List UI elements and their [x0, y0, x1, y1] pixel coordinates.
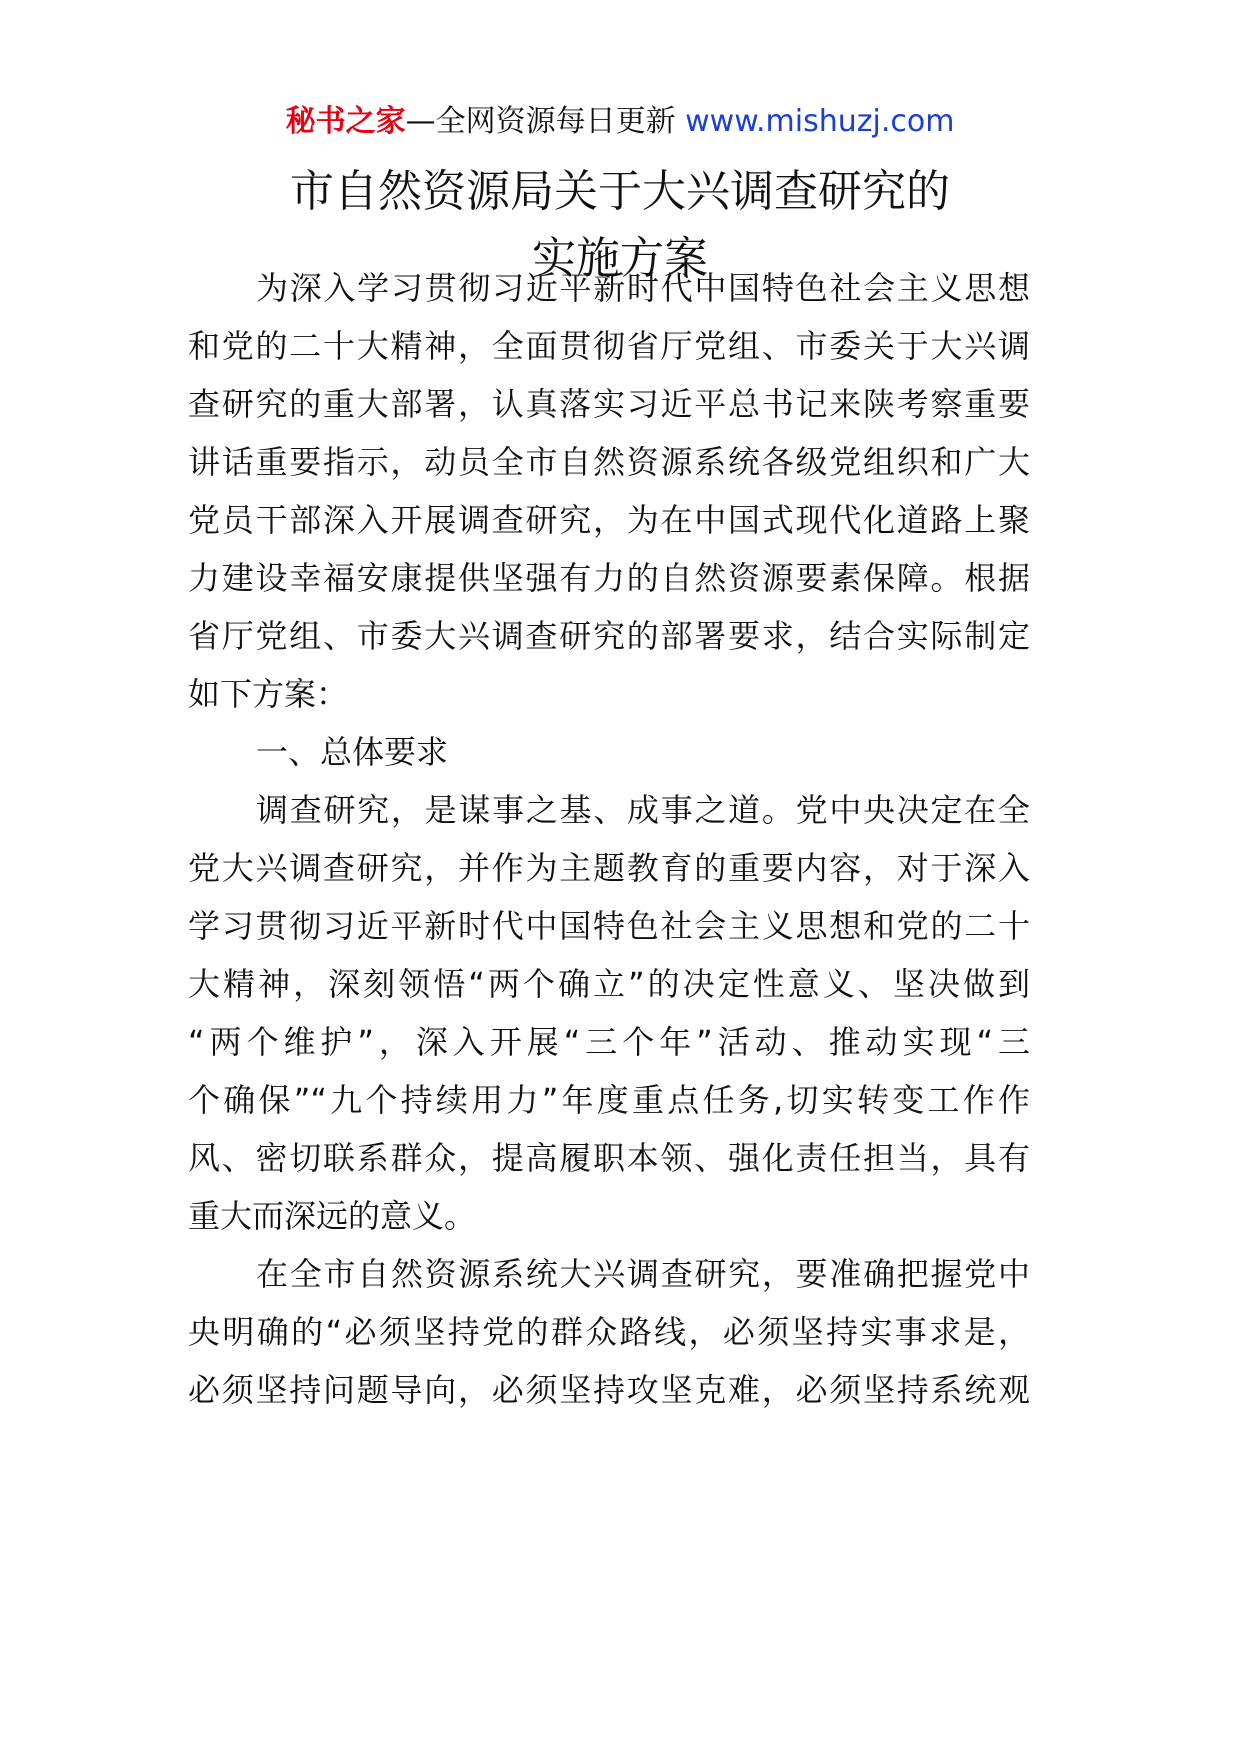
body-line: “两个维护”，深入开展“三个年”活动、推动实现“三 — [188, 1023, 1030, 1061]
body-line: 调查研究，是谋事之基、成事之道。党中央决定在全 — [256, 791, 1030, 829]
section-heading: 一、总体要求 — [256, 733, 449, 771]
body-line: 省厅党组、市委大兴调查研究的部署要求，结合实际制定 — [188, 617, 1030, 655]
document-title-line-2: 实施方案 — [532, 233, 708, 284]
body-line: 个确保”“九个持续用力”年度重点任务,切实转变工作作 — [188, 1081, 1030, 1119]
body-line: 重大而深远的意义。 — [188, 1197, 477, 1235]
header-slogan: —全网资源每日更新 — [405, 104, 676, 139]
body-line: 大精神，深刻领悟“两个确立”的决定性意义、坚决做到 — [188, 965, 1030, 1003]
body-line: 和党的二十大精神，全面贯彻省厅党组、市委关于大兴调 — [188, 327, 1030, 365]
body-line: 央明确的“必须坚持党的群众路线，必须坚持实事求是， — [188, 1313, 1030, 1351]
body-line: 查研究的重大部署，认真落实习近平总书记来陕考察重要 — [188, 385, 1030, 423]
site-url-link[interactable]: www.mishuzj.com — [685, 104, 955, 139]
body-line: 力建设幸福安康提供坚强有力的自然资源要素保障。根据 — [188, 559, 1030, 597]
body-line: 为深入学习贯彻习近平新时代中国特色社会主义思想 — [256, 269, 1030, 307]
document-title-line-1: 市自然资源局关于大兴调查研究的 — [290, 166, 950, 217]
body-line: 党员干部深入开展调查研究，为在中国式现代化道路上聚 — [188, 501, 1030, 539]
site-header — [0, 100, 1240, 144]
body-line: 学习贯彻习近平新时代中国特色社会主义思想和党的二十 — [188, 907, 1030, 945]
body-line: 如下方案： — [188, 675, 349, 713]
body-line: 必须坚持问题导向，必须坚持攻坚克难，必须坚持系统观 — [188, 1371, 1030, 1409]
body-line: 在全市自然资源系统大兴调查研究，要准确把握党中 — [256, 1255, 1030, 1293]
body-line: 党大兴调查研究，并作为主题教育的重要内容，对于深入 — [188, 849, 1030, 887]
body-line: 讲话重要指示，动员全市自然资源系统各级党组织和广大 — [188, 443, 1030, 481]
brand-name: 秘书之家 — [285, 104, 406, 139]
body-line: 风、密切联系群众，提高履职本领、强化责任担当，具有 — [188, 1139, 1030, 1177]
